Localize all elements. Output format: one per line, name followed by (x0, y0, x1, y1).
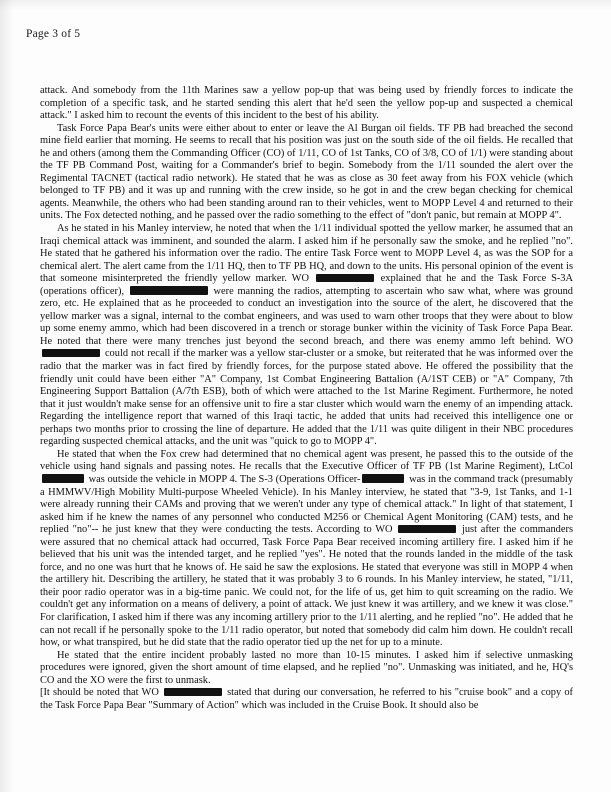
redaction-bar (42, 474, 84, 483)
document-paragraph: attack. And somebody from the 11th Marines saw a yellow pop-up that was being used by friendly forces to indicate the completion of a specific task, and he started sending this alert that he'd seen the yellow pop-up and suspected a chemical attack." I asked him to recount the events of this incident to the best of his ability. (40, 85, 573, 122)
document-paragraph: [It should be noted that WO stated that during our conversation, he referred to his "cruise book" and a copy of the Task Force Papa Bear "Summary of Action" which was included in the Cruise Book. It should also be (40, 687, 573, 711)
page-number-header: Page 3 of 5 (26, 28, 81, 40)
page-edge-shadow-top (0, 0, 611, 10)
redaction-bar (362, 474, 404, 483)
document-paragraph: As he stated in his Manley interview, he noted that when the 1/11 individual spotted the yellow marker, he assumed that an Iraqi chemical attack was imminent, and sounded the alarm. I asked him if he personally saw the smoke, and he replied "no". He stated that he gathered his information over the radio. The entire Task Force went to MOPP Level 4, as was the SOP for a chemical alert. The alert came from the 1/11 HQ, then to TF PB HQ, and down to the units. His personal opinion of the event is that someone misinterpreted the friendly yellow marker. WO explained that he and the Task Force S-3A (operations officer), were manning the radios, attempting to ascertain who saw what, where was ground zero, etc. He explained that as he proceeded to conduct an investigation into the source of the alert, he discovered that the yellow marker was a signal, internal to the combat engineers, and was used to warn other troops that they were about to blow up some enemy ammo, which had been discovered in a trench or storage bunker within the vicinity of Task Force Papa Bear. He noted that there were many trenches just beyond the second breach, and there was enemy ammo left behind. WO could not recall if the marker was a yellow star-cluster or a smoke, but reiterated that he was informed over the radio that the marker was in fact fired by friendly forces, for the purpose stated above. He offered the possibility that the friendly unit could have been either "A" Company, 1st Combat Engineering Battalion (A/1ST CEB) or "A" Company, 7th Engineering Support Battalion (A/7th ESB), both of which were attached to the 1st Marine Regiment. Furthermore, he noted that it just wouldn't make sense for an offensive unit to fire a star cluster which would warn the enemy of an impending attack. Regarding the intelligence report that warned of this Iraqi tactic, he added that units had received this intelligence one or perhaps two months prior to crossing the line of departure. He added that the 1/11 was quite diligent in their NBC procedures regarding suspected chemical attacks, and the unit was "quick to go to MOPP 4". (40, 223, 574, 448)
redaction-bar (130, 286, 208, 295)
document-paragraph: Task Force Papa Bear's units were either about to enter or leave the Al Burgan oil fields. TF PB had breached the second mine field earlier that morning. He seems to recall that his position was just on the south side of the oil fields. He recalled that he and others (among them the Commanding Officer (CO) of 1/11, CO of 1st Tanks, CO of 3/8, CO of 1/1) were standing about the TF PB Command Post, waiting for a Commander's brief to begin. Somebody from the 1/11 sounded the alert over the Regimental TACNET (tactical radio network). He stated that he was as close as 30 feet away from his FOX vehicle (which belonged to TF PB) and it was up and running with the crew inside, so he got in and the crew began checking for chemical agents. Meanwhile, the others who had been standing around ran to their vehicles, went to MOPP Level 4 and returned to their units. The Fox detected nothing, and he passed over the radio something to the effect of "don't panic, but remain at MOPP 4". (40, 122, 573, 222)
redaction-bar (42, 349, 100, 358)
redaction-bar (398, 525, 456, 534)
document-paragraph: He stated that the entire incident probably lasted no more than 10-15 minutes. I asked him if selective unmasking procedures were ignored, given the short amount of time elapsed, and he replied "no". Unmasking was initiated, and he, HQ's CO and the XO were the first to unmask. (40, 649, 573, 686)
redaction-bar (164, 688, 222, 697)
document-body-text (40, 85, 573, 712)
redaction-bar (316, 274, 374, 283)
page-edge-shadow-left (0, 0, 14, 792)
document-paragraph: He stated that when the Fox crew had determined that no chemical agent was present, he passed this to the outside of the vehicle using hand signals and passing notes. He recalls that the Executive Officer of TF PB (1st Marine Regiment), LtCol was outside the vehicle in MOPP 4. The S-3 (Operations Officer- was in the command track (presumably a HMMWV/High Mobility Multi-purpose Wheeled Vehicle). In his Manley interview, he stated that "3-9, 1st Tanks, and 1-1 were already running their CAMs and proving that we weren't under any type of chemical attack." In light of that statement, I asked him if he knew the names of any personnel who conducted M256 or Chemical Agent Monitoring (CAM) tests, and he replied "no"-- he just knew that they were conducting the tests. According to WO just after the commanders were assured that no chemical attack had occurred, Task Force Papa Bear received incoming artillery fire. I asked him if he believed that his unit was the intended target, and he replied "yes". He noted that the rounds landed in the middle of the task force, and no one was hurt that he knows of. He said he saw the explosions. He stated that everyone was still in MOPP 4 when the artillery hit. Describing the artillery, he stated that it was probably 3 to 6 rounds. In his Manley interview, he stated, "1/11, their poor radio operator was in a big-time panic. We could not, for the life of us, get him to quit screaming on the radio. We couldn't get any information on a means of delivery, a point of attack. We just knew it was artillery, and we knew it was close." For clarification, I asked him if there was any incoming artillery prior to the 1/11 alerting, and he replied "no". He added that he can not recall if he personally spoke to the 1/11 radio operator, but noted that somebody did calm him down. He couldn't recall how, or what transpired, but he did state that the radio operator tied up the net for up to a minute. (40, 448, 573, 649)
